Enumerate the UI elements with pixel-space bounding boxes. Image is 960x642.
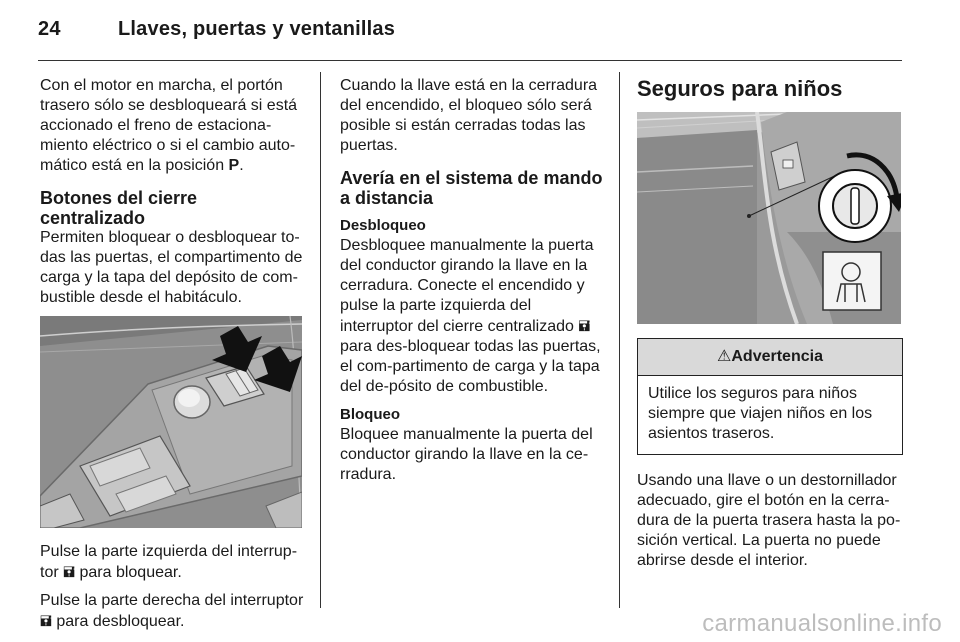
child-lock-illustration <box>637 112 901 324</box>
column-3 <box>637 76 903 579</box>
warning-title: Advertencia <box>731 348 823 365</box>
paragraph-locking: Bloquee manualmente la puerta del conductor girando la llave en la ce-rradura. <box>340 426 593 483</box>
warning-text: Utilice los seguros para niños siempre que viajen niños en los asientos traseros. <box>648 385 873 442</box>
page-number: 24 <box>38 18 61 40</box>
column-divider-1 <box>320 72 321 608</box>
paragraph-central-locking: Permiten bloquear o desbloquear to-das las puertas, el compartimento de carga y la tapa del depósito de com-bustible desde el habitáculo. <box>40 229 303 306</box>
heading-child-locks: Seguros para niños <box>637 76 843 101</box>
header-rule <box>38 60 902 61</box>
lock-switch-icon: 🖬 <box>63 564 76 580</box>
lock-switch-icon: 🖬 <box>578 318 591 334</box>
column-2 <box>340 76 608 493</box>
heading-central-locking-buttons: Botones del cierre centralizado <box>40 188 198 228</box>
lock-switch-icon: 🖬 <box>40 613 52 629</box>
door-switch-illustration <box>40 316 302 528</box>
page-title: Llaves, puertas y ventanillas <box>118 18 396 40</box>
warning-icon: ⚠ <box>717 348 732 365</box>
paragraph-ignition-lock: Cuando la llave está en la cerradura del encendido, el bloqueo sólo será posible si están cerradas todas las puertas. <box>340 77 598 154</box>
warning-box <box>637 338 903 455</box>
paragraph-lock: Pulse la parte izquierda del interrup-tor 🖬 para bloquear. <box>40 543 298 581</box>
paragraph-portón: Con el motor en marcha, el portón trasero sólo se desbloqueará si está accionado el freno de estaciona-miento eléctrico o si el cambio auto-mático está en la posición P. <box>40 77 298 174</box>
watermark: carmanualsonline.info <box>702 610 942 637</box>
paragraph-unlock: Pulse la parte derecha del interruptor 🖬 para desbloquear. <box>40 592 304 630</box>
heading-remote-failure: Avería en el sistema de mando a distancia <box>340 168 603 208</box>
column-divider-2 <box>619 72 620 608</box>
subheading-locking: Bloqueo <box>340 406 400 423</box>
paragraph-unlocking: Desbloquee manualmente la puerta del conductor girando la llave en la cerradura. Conecte el encendido y pulse la parte izquierda del interruptor del cierre centralizado 🖬 para des-bloquear todas las puertas, el com-partimento de carga y la tapa del de-pósito de combustible. <box>340 237 601 395</box>
warning-header <box>638 339 902 376</box>
subheading-unlocking: Desbloqueo <box>340 217 426 234</box>
column-1 <box>40 76 304 640</box>
page-header <box>38 18 395 41</box>
paragraph-child-lock-instructions: Usando una llave o un destornillador adecuado, gire el botón en la cerra-dura de la puerta trasera hasta la po-sición vertical. La puerta no puede abrirse desde el interior. <box>637 472 901 569</box>
